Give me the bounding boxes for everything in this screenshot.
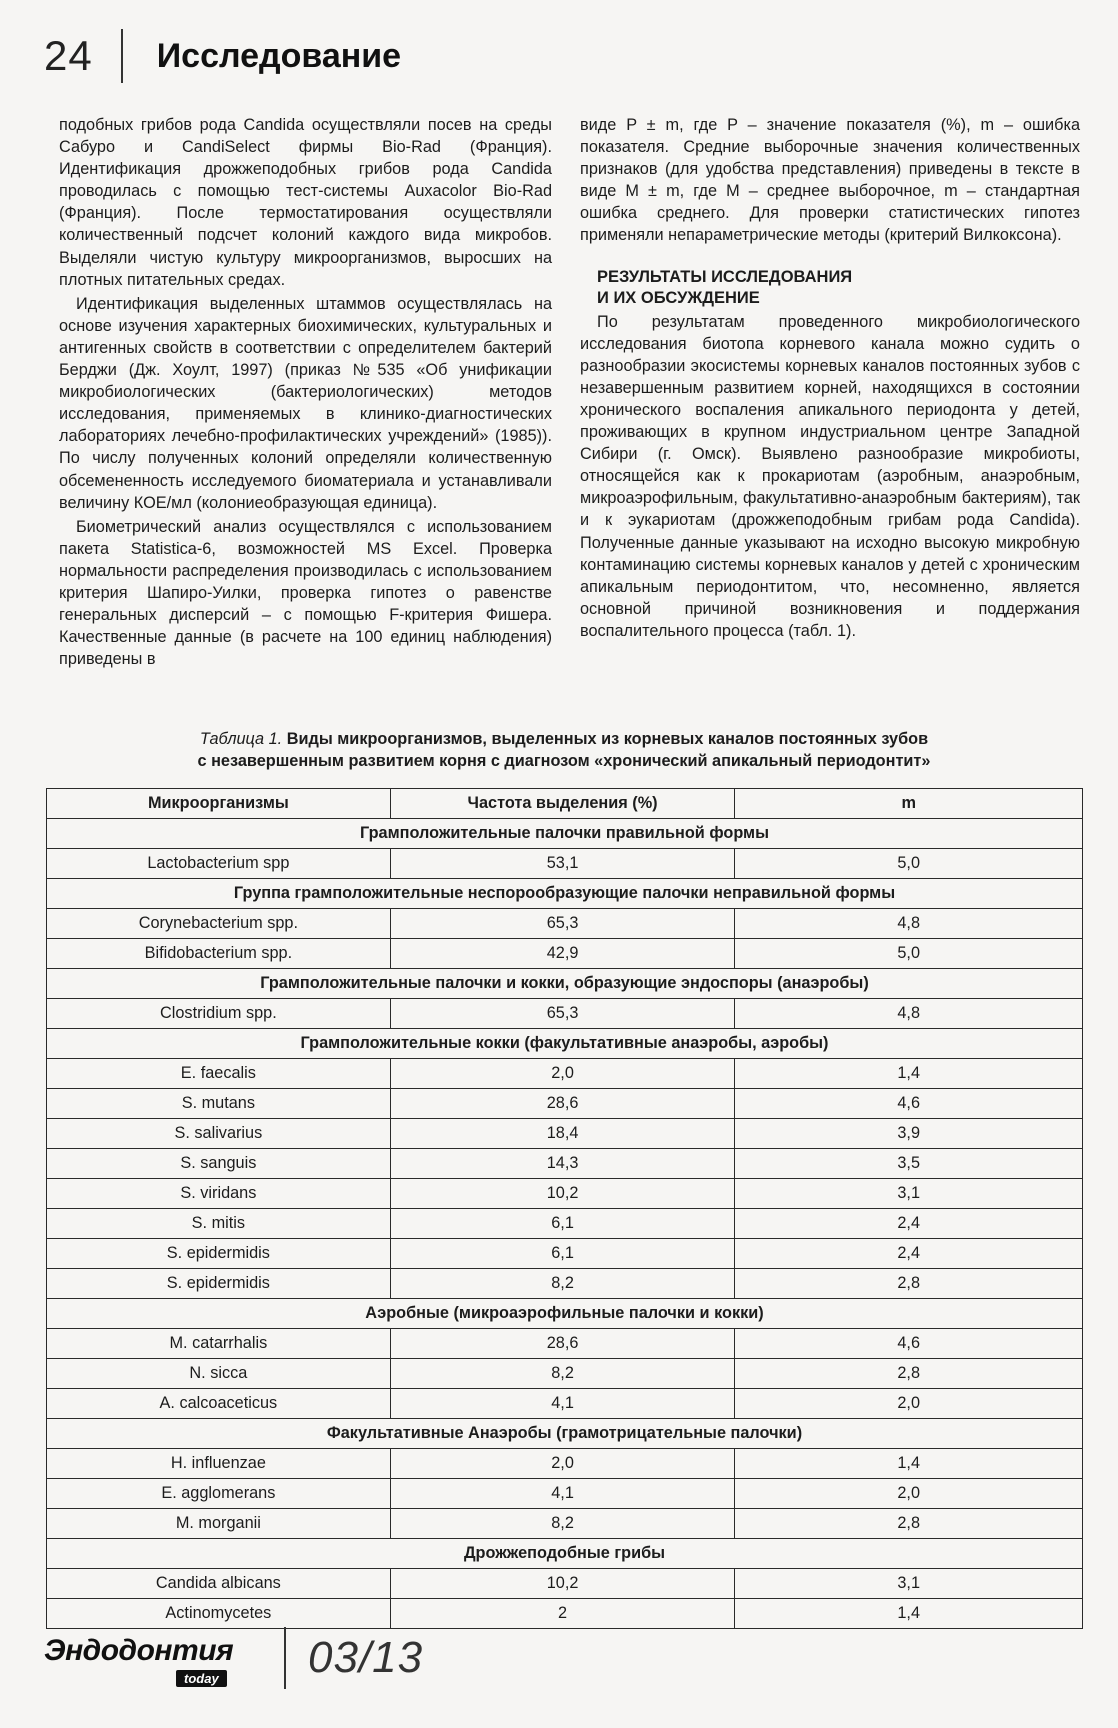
frequency-cell: 28,6 [390, 1329, 735, 1359]
table-row [47, 1509, 1083, 1539]
frequency-cell: 65,3 [390, 999, 735, 1029]
group-title: Грамположительные палочки правильной формы [47, 819, 1083, 849]
page-header [44, 28, 401, 84]
table-group-row [47, 1299, 1083, 1329]
table-row [47, 1269, 1083, 1299]
group-title: Дрожжеподобные грибы [47, 1539, 1083, 1569]
organism-cell: Clostridium spp. [47, 999, 391, 1029]
organism-cell: S. viridans [47, 1179, 391, 1209]
organism-cell: S. salivarius [47, 1119, 391, 1149]
error-cell: 2,8 [735, 1359, 1083, 1389]
organism-cell: Corynebacterium spp. [47, 909, 391, 939]
table-row [47, 1059, 1083, 1089]
organism-cell: S. mutans [47, 1089, 391, 1119]
header-divider [121, 29, 123, 83]
microorganisms-table [46, 788, 1083, 1629]
results-heading-line: РЕЗУЛЬТАТЫ ИССЛЕДОВАНИЯ [597, 267, 853, 286]
table-caption-label: Таблица 1. [199, 730, 283, 748]
error-cell: 4,8 [735, 909, 1083, 939]
issue-number: 03/13 [308, 1633, 424, 1682]
table-row [47, 939, 1083, 969]
table-row [47, 999, 1083, 1029]
frequency-cell: 4,1 [390, 1479, 735, 1509]
right-text-column [580, 114, 1080, 642]
error-cell: 5,0 [735, 939, 1083, 969]
error-cell: 2,8 [735, 1269, 1083, 1299]
organism-cell: N. sicca [47, 1359, 391, 1389]
group-title: Грамположительные кокки (факультативные анаэробы, аэробы) [47, 1029, 1083, 1059]
frequency-cell: 18,4 [390, 1119, 735, 1149]
frequency-cell: 8,2 [390, 1509, 735, 1539]
column-header: m [735, 789, 1083, 819]
page-number: 24 [44, 32, 93, 79]
frequency-cell: 8,2 [390, 1359, 735, 1389]
error-cell: 5,0 [735, 849, 1083, 879]
organism-cell: Actinomycetes [47, 1599, 391, 1629]
table-group-row [47, 969, 1083, 999]
error-cell: 2,0 [735, 1389, 1083, 1419]
error-cell: 1,4 [735, 1449, 1083, 1479]
table-group-row [47, 819, 1083, 849]
error-cell: 4,8 [735, 999, 1083, 1029]
frequency-cell: 10,2 [390, 1179, 735, 1209]
paragraph: По результатам проведенного микробиологического исследования биотопа корневого канала можно судить о разнообразии экосистемы корневых каналов постоянных зубов с незавершенным развитием корней, находящихся в состоянии хронического воспаления апикального периодонта у детей, проживающих в крупном индустриальном центре Западной Сибири (г. Омск). Выявлено разнообразие микробиоты, относящейся как к прокариотам (аэробным, анаэробным, микроаэрофильным, факультативно-анаэробным бактериям), так и к эукариотам (дрожжеподобным грибам рода Candida). Полученные данные указывают на исходно высокую микробную контаминацию системы корневых каналов у детей с хроническим апикальным периодонтитом, что, несомненно, является основной причиной возникновения и поддержания воспалительного процесса (табл. 1). [580, 312, 1080, 640]
table-row [47, 909, 1083, 939]
table-row [47, 1359, 1083, 1389]
left-text-column [59, 114, 552, 670]
table-row [47, 1119, 1083, 1149]
group-title: Факультативные Анаэробы (грамотрицательные палочки) [47, 1419, 1083, 1449]
table-row [47, 1449, 1083, 1479]
organism-cell: S. epidermidis [47, 1269, 391, 1299]
error-cell: 2,8 [735, 1509, 1083, 1539]
error-cell: 4,6 [735, 1329, 1083, 1359]
column-header: Микроорганизмы [47, 789, 391, 819]
group-title: Группа грамположительные неспорообразующие палочки неправильной формы [47, 879, 1083, 909]
frequency-cell: 2,0 [390, 1059, 735, 1089]
frequency-cell: 28,6 [390, 1089, 735, 1119]
group-title: Грамположительные палочки и кокки, образующие эндоспоры (анаэробы) [47, 969, 1083, 999]
frequency-cell: 6,1 [390, 1209, 735, 1239]
organism-cell: E. faecalis [47, 1059, 391, 1089]
column-header: Частота выделения (%) [390, 789, 735, 819]
frequency-cell: 53,1 [390, 849, 735, 879]
table-row [47, 1479, 1083, 1509]
organism-cell: Lactobacterium spp [47, 849, 391, 879]
organism-cell: H. influenzae [47, 1449, 391, 1479]
section-title: Исследование [156, 36, 402, 75]
table-caption [44, 728, 1084, 772]
table-caption-text: Виды микроорганизмов, выделенных из корневых каналов постоянных зубов [286, 730, 929, 748]
organism-cell: A. calcoaceticus [47, 1389, 391, 1419]
frequency-cell: 42,9 [390, 939, 735, 969]
results-heading [597, 267, 1080, 309]
organism-cell: Candida albicans [47, 1569, 391, 1599]
paragraph: виде P ± m, где P – значение показателя (%), m – ошибка показателя. Средние выборочные значения количественных признаков (для удобства представления) приведены в тексте в виде M ± m, где M – среднее выборочное, m – стандартная ошибка среднего. Для проверки статистических гипотез применяли непараметрические методы (критерий Вилкоксона). [580, 116, 1080, 245]
logo-sub-text: today [176, 1670, 227, 1687]
organism-cell: Bifidobacterium spp. [47, 939, 391, 969]
frequency-cell: 14,3 [390, 1149, 735, 1179]
organism-cell: M. morganii [47, 1509, 391, 1539]
table-row [47, 1089, 1083, 1119]
frequency-cell: 65,3 [390, 909, 735, 939]
error-cell: 3,1 [735, 1569, 1083, 1599]
error-cell: 4,6 [735, 1089, 1083, 1119]
table-caption-text: с незавершенным развитием корня с диагнозом «хронический апикальный периодонтит» [197, 752, 931, 770]
journal-logo [44, 1626, 264, 1690]
error-cell: 2,4 [735, 1209, 1083, 1239]
footer-divider [284, 1627, 286, 1689]
error-cell: 1,4 [735, 1059, 1083, 1089]
frequency-cell: 6,1 [390, 1239, 735, 1269]
table-group-row [47, 1419, 1083, 1449]
frequency-cell: 8,2 [390, 1269, 735, 1299]
table-row [47, 1569, 1083, 1599]
organism-cell: S. epidermidis [47, 1239, 391, 1269]
table-group-row [47, 1029, 1083, 1059]
organism-cell: S. mitis [47, 1209, 391, 1239]
table-row [47, 1179, 1083, 1209]
table-row [47, 1389, 1083, 1419]
error-cell: 3,1 [735, 1179, 1083, 1209]
error-cell: 3,5 [735, 1149, 1083, 1179]
error-cell: 1,4 [735, 1599, 1083, 1629]
table-body [47, 819, 1083, 1629]
frequency-cell: 2,0 [390, 1449, 735, 1479]
error-cell: 3,9 [735, 1119, 1083, 1149]
table-row [47, 1149, 1083, 1179]
results-heading-line: И ИХ ОБСУЖДЕНИЕ [597, 288, 760, 307]
page-footer [44, 1618, 423, 1698]
group-title: Аэробные (микроаэрофильные палочки и кокки) [47, 1299, 1083, 1329]
table-row [47, 1329, 1083, 1359]
frequency-cell: 4,1 [390, 1389, 735, 1419]
paragraph: Биометрический анализ осуществлялся с использованием пакета Statistica-6, возможностей MS Excel. Проверка нормальности распределения производилась с использованием критерия Шапиро-Уилки, проверка гипотез о равенстве генеральных дисперсий – с помощью F-критерия Фишера. Качественные данные (в расчете на 100 единиц наблюдения) приведены в [59, 517, 552, 669]
table-group-row [47, 879, 1083, 909]
paragraph: Идентификация выделенных штаммов осуществлялась на основе изучения характерных биохимических, культуральных и антигенных свойств в соответствии с определителем бактерий Берджи (Дж. Хоулт, 1997) (приказ №535 «Об унификации микробиологических (бактериологических) методов исследования, применяемых в клинико-диагностических лабораториях лечебно-профилактических учреждений» (1985)). По числу полученных колоний определяли количественную обсемененность исследуемого биоматериала и устанавливали величину КОЕ/мл (колониеобразующая единица). [59, 294, 552, 512]
table-row [47, 849, 1083, 879]
organism-cell: S. sanguis [47, 1149, 391, 1179]
frequency-cell: 10,2 [390, 1569, 735, 1599]
error-cell: 2,4 [735, 1239, 1083, 1269]
organism-cell: M. catarrhalis [47, 1329, 391, 1359]
table-row [47, 1209, 1083, 1239]
table-header-row [47, 789, 1083, 819]
frequency-cell: 2 [390, 1599, 735, 1629]
paragraph: подобных грибов рода Candida осуществляли посев на среды Сабуро и CandiSelect фирмы Bio-Rad (Франция). Идентификация дрожжеподобных грибов рода Candida проводилась с помощью тест-системы Auxacolor Bio-Rad (Франция). После термостатирования осуществляли количественный подсчет колоний каждого вида микробов. Выделяли чистую культуру микроорганизмов, выросших на плотных питательных средах. [59, 116, 552, 289]
organism-cell: E. agglomerans [47, 1479, 391, 1509]
table-group-row [47, 1539, 1083, 1569]
error-cell: 2,0 [735, 1479, 1083, 1509]
logo-main-text: Эндодонтия [44, 1634, 234, 1667]
table-row [47, 1239, 1083, 1269]
